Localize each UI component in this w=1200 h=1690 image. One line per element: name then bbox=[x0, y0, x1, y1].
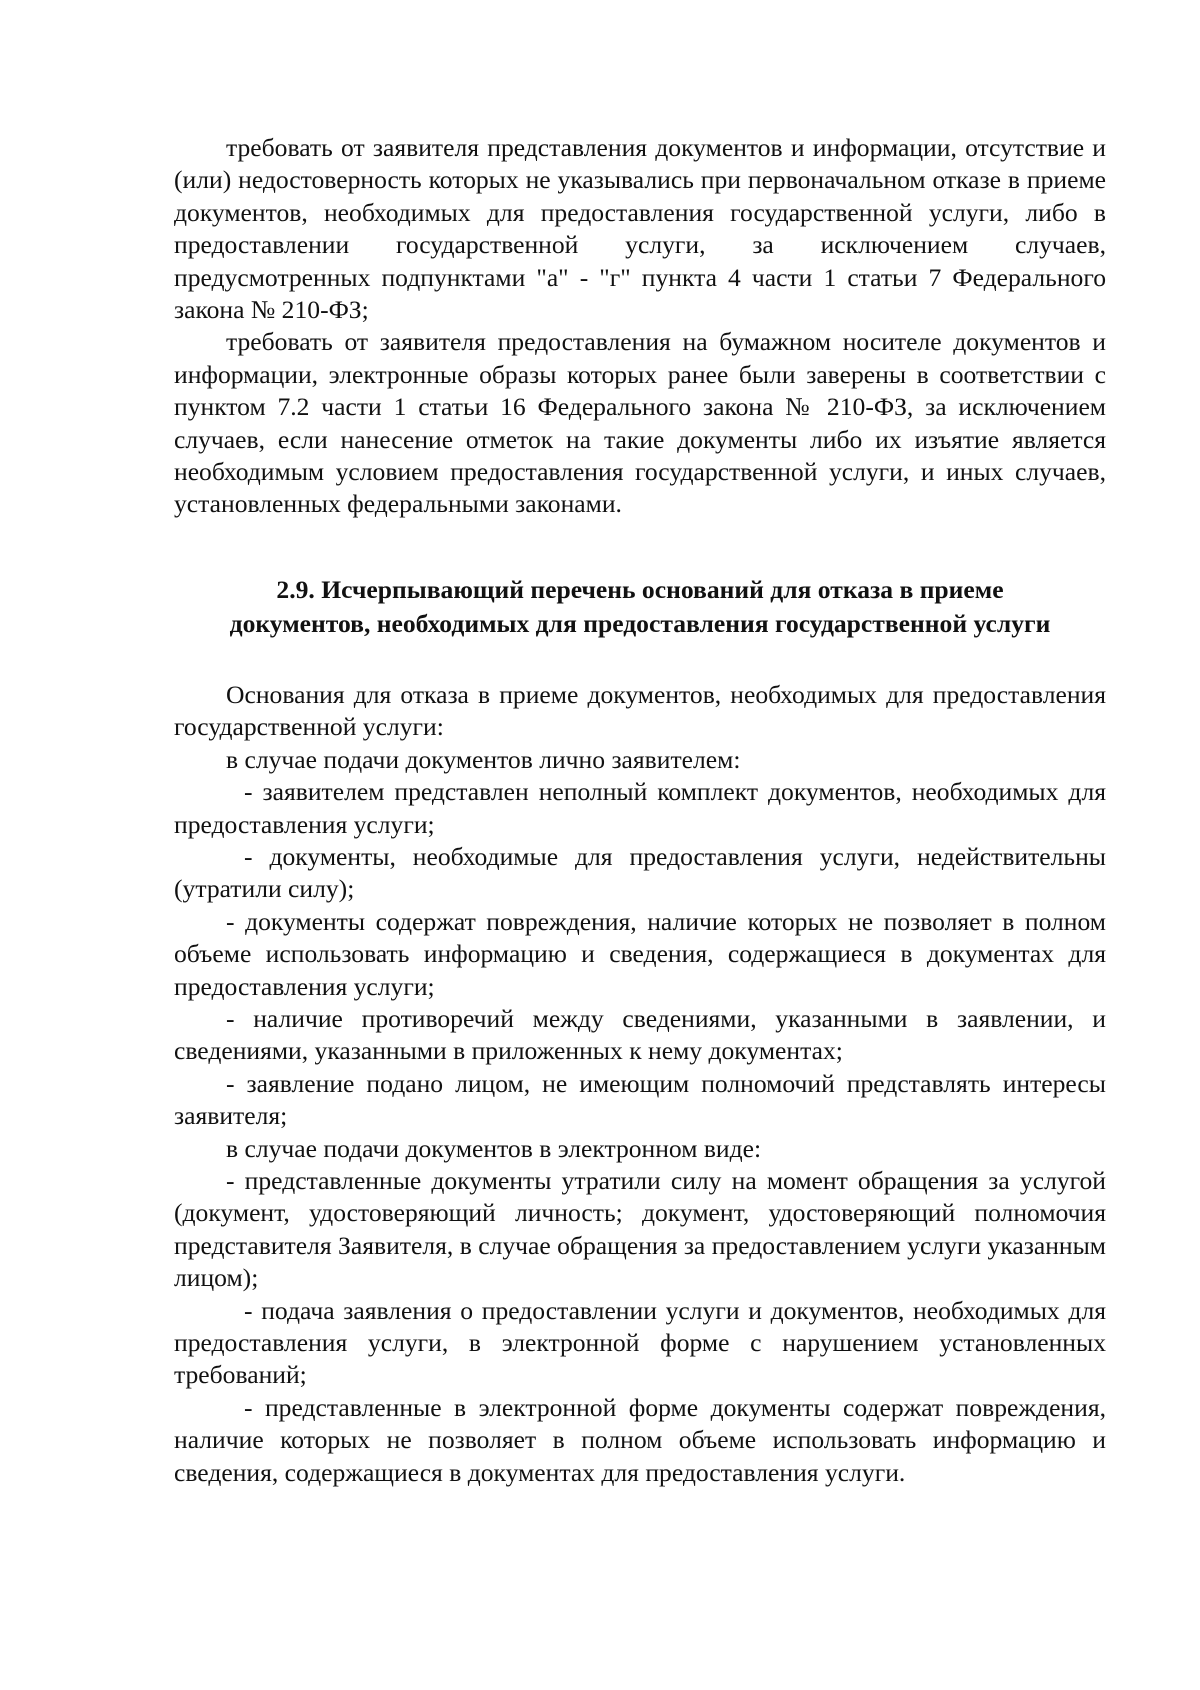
paragraph-top-1: требовать от заявителя представления документов и информации, отсутствие и (или) недостоверность которых не указывались при первоначальном отказе в приеме документов, необходимых для предоставления государственной услуги, либо в предоставлении государственной услуги, за исключением случаев, предусмотренных подпунктами "а" - "г" пункта 4 части 1 статьи 7 Федерального закона № 210-ФЗ; bbox=[174, 133, 1106, 325]
spacer bbox=[174, 641, 1106, 679]
list-item: - заявителем представлен неполный комплект документов, необходимых для предоставления услуги; bbox=[174, 777, 1106, 839]
list-item: - представленные в электронной форме документы содержат повреждения, наличие которых не позволяет в полном объеме использовать информацию и сведения, содержащиеся в документах для предоставления услуги. bbox=[174, 1392, 1106, 1487]
document-page bbox=[174, 132, 1106, 1489]
section-heading bbox=[174, 573, 1106, 641]
list-item: - документы содержат повреждения, наличие которых не позволяет в полном объеме использовать информацию и сведения, содержащиеся в документах для предоставления услуги; bbox=[174, 906, 1106, 1001]
paragraph-top-2: требовать от заявителя предоставления на бумажном носителе документов и информации, электронные образы которых ранее были заверены в соответствии с пунктом 7.2 части 1 статьи 16 Федерального закона № 210-ФЗ, за исключением случаев, если нанесение отметок на такие документы либо их изъятие является необходимым условием предоставления государственной услуги, и иных случаев, установленных федеральными законами. bbox=[174, 327, 1106, 519]
personal-submission-label: в случае подачи документов лично заявителем: bbox=[226, 744, 741, 774]
list-item: - наличие противоречий между сведениями, указанными в заявлении, и сведениями, указанными в приложенных к нему документах; bbox=[174, 1003, 1106, 1066]
intro-paragraph: Основания для отказа в приеме документов, необходимых для предоставления государственной услуги: bbox=[174, 679, 1106, 742]
list-item: - документы, необходимые для предоставления услуги, недействительны (утратили силу); bbox=[174, 841, 1106, 904]
list-item: - подача заявления о предоставлении услуги и документов, необходимых для предоставления услуги, в электронной форме с нарушением установленных требований; bbox=[174, 1295, 1106, 1390]
section-heading-line-1: 2.9. Исчерпывающий перечень оснований для отказа в приеме bbox=[276, 574, 1004, 604]
list-item: - представленные документы утратили силу на момент обращения за услугой (документ, удостоверяющий личность; документ, удостоверяющий полномочия представителя Заявителя, в случае обращения за предоставлением услуги указанным лицом); bbox=[174, 1165, 1106, 1293]
electronic-submission-label: в случае подачи документов в электронном виде: bbox=[226, 1133, 762, 1163]
list-item: - заявление подано лицом, не имеющим полномочий представлять интересы заявителя; bbox=[174, 1068, 1106, 1131]
section-heading-line-2: документов, необходимых для предоставления государственной услуги bbox=[229, 608, 1051, 638]
